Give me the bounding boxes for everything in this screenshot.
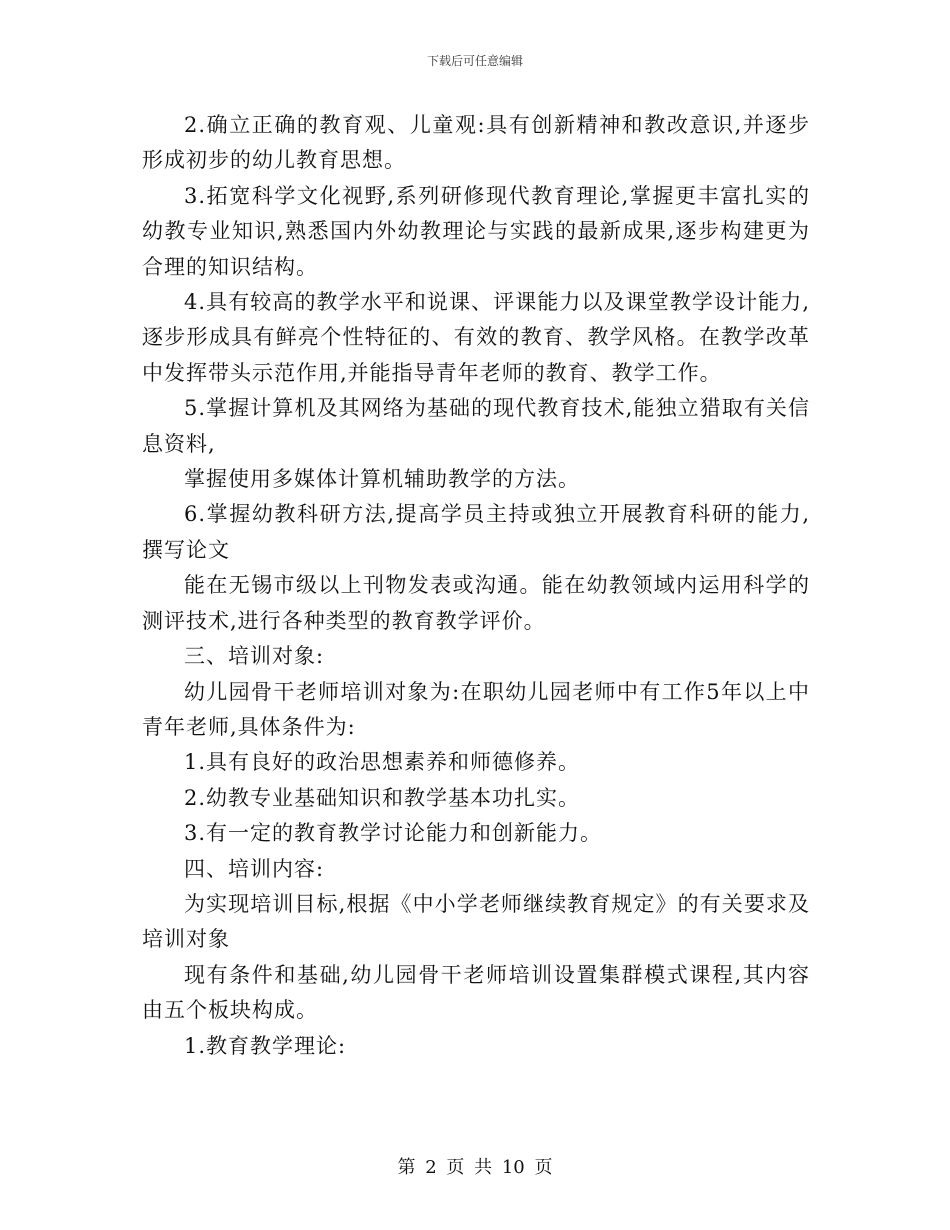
document-body: [142, 108, 810, 1064]
section-heading-training-content: 四、培训内容:: [184, 856, 325, 881]
paragraph-goal-6: 6.掌握幼教科研方法,提高学员主持或独立开展教育科研的能力,撰写论文: [142, 502, 810, 562]
paragraph-goal-4: 4.具有较高的教学水平和说课、评课能力以及课堂教学设计能力,逐步形成具有鲜亮个性特征的、有效的教育、教学风格。在教学改革中发挥带头示范作用,并能指导青年老师的教育、教学工作。: [142, 290, 810, 385]
paragraph-goal-5-cont: 掌握使用多媒体计算机辅助教学的方法。: [184, 467, 580, 492]
paragraph-content-intro: 为实现培训目标,根据《中小学老师继续教育规定》的有关要求及培训对象: [142, 891, 810, 952]
paragraph-goal-3: 3.拓宽科学文化视野,系列研修现代教育理论,掌握更丰富扎实的幼教专业知识,熟悉国内外幼教理论与实践的最新成果,逐步构建更为合理的知识结构。: [142, 183, 810, 279]
paragraph-target-3: 3.有一定的教育教学讨论能力和创新能力。: [184, 821, 603, 846]
paragraph-target-2: 2.幼教专业基础知识和教学基本功扎实。: [184, 785, 581, 810]
page-number-footer: 第 2 页 共 10 页: [397, 1157, 553, 1178]
paragraph-content-1: 1.教育教学理论:: [184, 1033, 347, 1058]
paragraph-goal-2: 2.确立正确的教育观、儿童观:具有创新精神和教改意识,并逐步形成初步的幼儿教育思想。: [142, 113, 810, 173]
paragraph-targets-intro: 幼儿园骨干老师培训对象为:在职幼儿园老师中有工作5年以上中青年老师,具体条件为:: [142, 679, 810, 739]
section-heading-training-targets: 三、培训对象:: [184, 644, 325, 669]
paragraph-content-intro-cont: 现有条件和基础,幼儿园骨干老师培训设置集群模式课程,其内容由五个板块构成。: [142, 962, 810, 1023]
page-header-note: 下载后可任意编辑: [426, 54, 523, 68]
paragraph-target-1: 1.具有良好的政治思想素养和师德修养。: [184, 750, 581, 775]
paragraph-goal-5: 5.掌握计算机及其网络为基础的现代教育技术,能独立猎取有关信息资料,: [142, 396, 810, 456]
paragraph-goal-6-cont: 能在无锡市级以上刊物发表或沟通。能在幼教领域内运用科学的测评技术,进行各种类型的教育教学评价。: [142, 573, 810, 633]
